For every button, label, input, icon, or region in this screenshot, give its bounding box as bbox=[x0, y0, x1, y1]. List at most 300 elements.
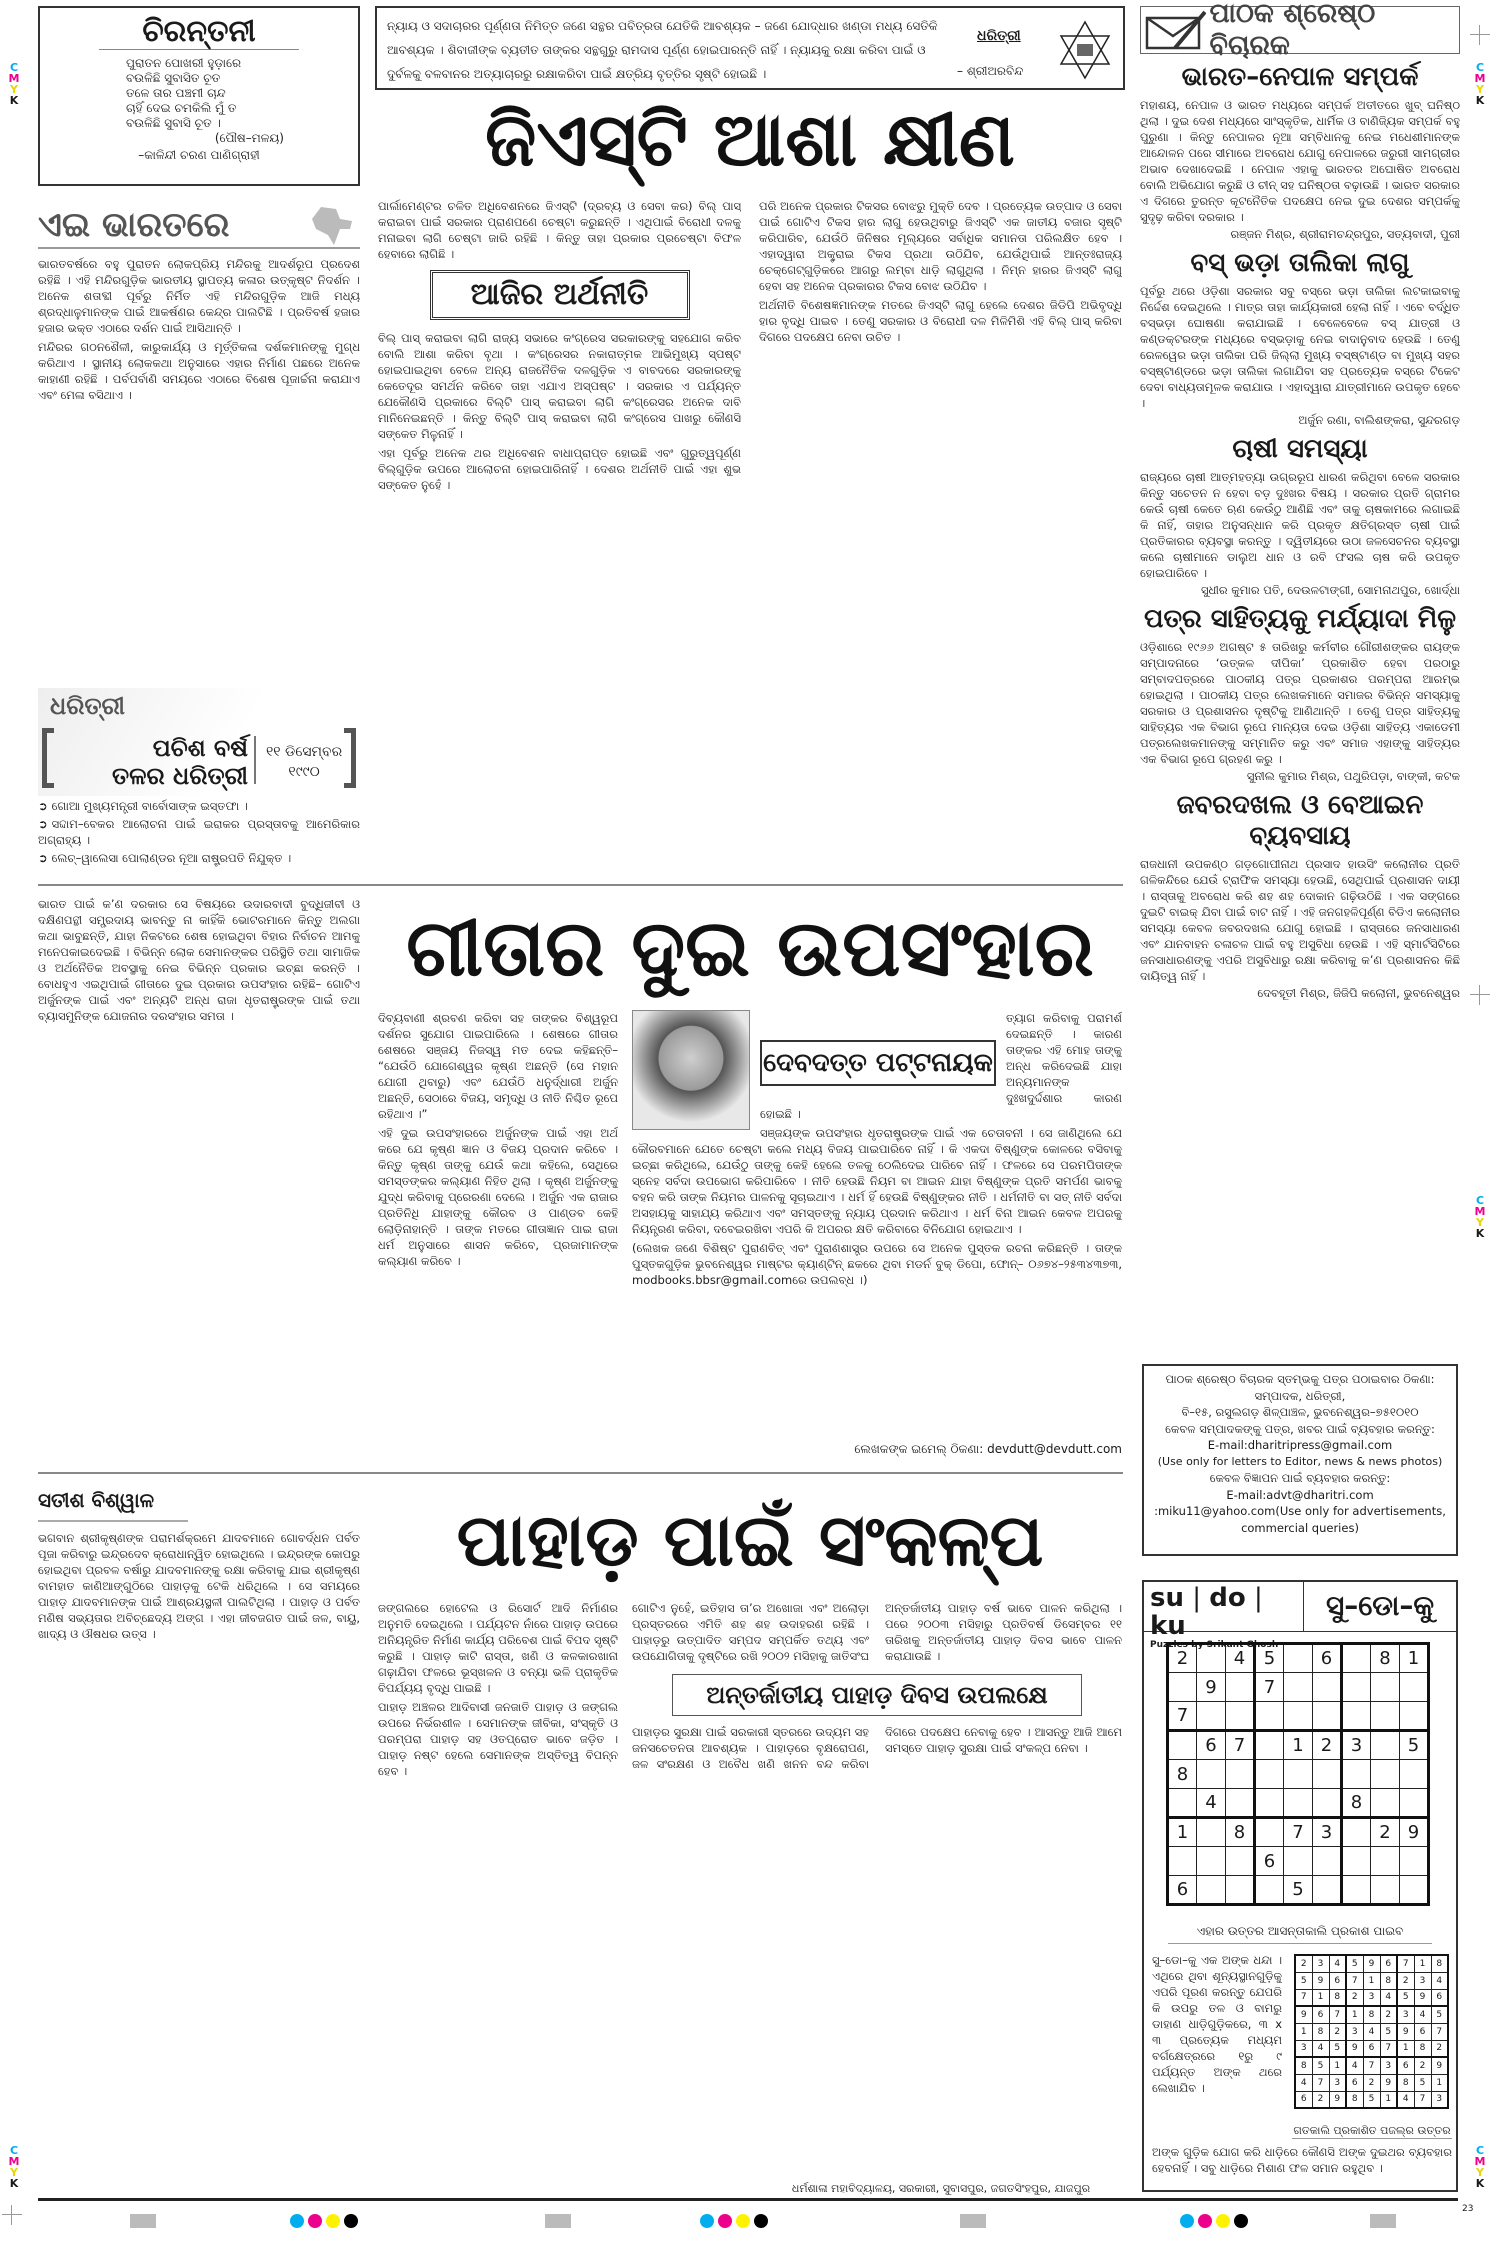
paragraph: ତ୍ୟାଗ କରିବାକୁ ପରାମର୍ଶ ଦେଇଛନ୍ତି । କାରଣ ତାଙ୍କର ଏହି ମୋହ ତାଙ୍କୁ ଅନ୍ଧ କରିଦେଇଛି ଯାହା ଅନ୍ୟମାନଙ୍କ ଦୁଃଖଦୁର୍ଦ୍ଦଶାର କାରଣ ହୋଇଛି । bbox=[760, 1011, 1122, 1121]
letter-body: ପୂର୍ବରୁ ଥରେ ଓଡ଼ିଶା ସରକାର ସବୁ ବସ୍‌ରେ ଭଡ଼ା ତାଲିକା ଲଟକାଇବାକୁ ନିର୍ଦ୍ଦେଶ ଦେଇଥିଲେ । ମାତ୍ର ତାହା କାର୍ଯ୍ୟକାରୀ ହେଲା ନାହିଁ । ଏବେ ବର୍ଦ୍ଧିତ ବସ୍‌ଭଡ଼ା ଘୋଷଣା କରାଯାଇଛି । ବେଳେବେଳେ ବସ୍ ଯାତ୍ରୀ ଓ କଣ୍ଡକ୍ଟରଙ୍କ ମଧ୍ୟରେ ବସ୍‌ଭଡ଼ାକୁ ନେଇ ବାଦାନୁବାଦ ହେଉଛି । ତେଣୁ ରେଳୱେର ଭଡ଼ା ତାଲିକା ପରି ଜିଲ୍ଲା ମୁଖ୍ୟ ବସ୍‌ଷ୍ଟାଣ୍ଡ ବା ମୁଖ୍ୟ ସହର ବସ୍‌ଷ୍ଟାଣ୍ଡରେ ଭଡ଼ା ତାଲିକା ଲଗାଯିବା ସହ ପ୍ରତ୍ୟେକ ବସ୍‌ରେ ଟିକେଟ ଦେବା ବାଧ୍ୟତାମୂଳକ କରାଯାଉ । ଏହାଦ୍ୱାରା ଯାତ୍ରୀମାନେ ଉପକୃତ ହେବେ । bbox=[1140, 284, 1460, 410]
sudoku-cell: 3 bbox=[1431, 2091, 1448, 2108]
sudoku-row bbox=[1168, 1702, 1429, 1731]
geeta-headline: ଗୀତାର ଦୁଇ ଉପସଂହାର bbox=[406, 904, 1094, 994]
sudoku-cell bbox=[1226, 1876, 1255, 1905]
sudoku-cell: 5 bbox=[1284, 1876, 1313, 1905]
paragraph: (ଲେଖକ ଜଣେ ବିଶିଷ୍ଟ ପୁରାଣବିତ୍ ଏବଂ ପୁରାଣଶାସ୍ତ୍ର ଉପରେ ସେ ଅନେକ ପୁସ୍ତକ ରଚନା କରିଛନ୍ତି । ତାଙ୍କ ପୁସ୍ତକଗୁଡ଼ିକ ଭୁବନେଶ୍ୱର ମାଷ୍ଟର କ୍ୟାଣ୍ଟିନ୍ ଛକରେ ଥିବା ମଡର୍ନ ବୁକ୍ ଡିପୋ, ଫୋନ୍– ୦୬୭୪–୨୫୩୪୩୭୩, modbooks.bbsr@gmail.comରେ ଉପଲବ୍ଧ ।) bbox=[632, 1241, 1122, 1287]
quote-box bbox=[375, 6, 1125, 90]
sudoku-cell bbox=[1226, 1760, 1255, 1789]
byline: ସତୀଶ ବିଶ୍ୱାଳ bbox=[38, 1488, 188, 1522]
paragraph: ସଞ୍ଜୟଙ୍କ ଉପସଂହାର ଧୃତରାଷ୍ଟ୍ରଙ୍କ ପାଇଁ ଏକ ଚେତାବନୀ । ସେ ଜାଣିଥିଲେ ଯେ କୌରବମାନେ ଯେତେ ଚେଷ୍ଟା କଲେ ମଧ୍ୟ ବିଜୟ ପାଇପାରିବେ ନାହିଁ । କି ଏକଦା ବିଷ୍ଣୁଙ୍କ କୋଳରେ ବସିବାକୁ ଇଚ୍ଛା କରିଥିଲେ, ଯେଉଁଠୁ ତାଙ୍କୁ କେହି ହେଲେ ତଳକୁ ଠେଲିଦେଇ ପାରିବେ ନାହିଁ । ଫଳରେ ସେ ପରମପିତାଙ୍କ ସ୍ନେହ ସର୍ବଦା ଉପଭୋଗ କରିପାରିବେ । ନୀତି ହେଉଛି ନିୟମ ବା ଆଇନ ଯାହା ବିଷ୍ଣୁଙ୍କ ପ୍ରତି ସମର୍ପଣ ଭାବକୁ ବହନ କରି ତାଙ୍କ ନିୟମର ପାଳନକୁ ସୂଚାଇଥାଏ । ଧର୍ମ ହିଁ ହେଉଛି ବିଷ୍ଣୁଙ୍କର ନୀତି । ଧର୍ମନୀତି ବା ସତ୍ ନୀତି ସର୍ବଦା ଅସହାୟକୁ ସାହାଯ୍ୟ କରିଥାଏ ଏବଂ ସମସ୍ତଙ୍କୁ ନ୍ୟାୟ ପ୍ରଦାନ କରିଥାଏ । ଧର୍ମ ବିନା ଆଇନ କେବଳ ଅପରକୁ ନିୟନ୍ତ୍ରଣ କରିବା, ଦବେଇରଖିବା ଏପରି କି ଅପରର କ୍ଷତି କରିବାରେ ବିନିଯୋଗ ହୋଇଥାଏ । bbox=[632, 1126, 1122, 1236]
sudoku-cell bbox=[1342, 1818, 1371, 1847]
letter-signature: ସୁଧୀର କୁମାର ପତି, ଦେଉଳଟାଙ୍ଗୀ, ସୋମନାଥପୁର, ଖୋର୍ଦ୍ଧା bbox=[1201, 583, 1460, 597]
sudoku-cell: 5 bbox=[1431, 2006, 1448, 2023]
news-bullet bbox=[38, 850, 360, 866]
sudoku-cell bbox=[1255, 1702, 1284, 1731]
bracket-right bbox=[344, 728, 356, 788]
sudoku-cell: 6 bbox=[1197, 1731, 1226, 1760]
dharitri-logo: ଧରିତ୍ରୀ bbox=[50, 692, 125, 720]
title-line: ତଳର ଧରିତ୍ରୀ bbox=[112, 762, 248, 790]
sudoku-cell: 6 bbox=[1313, 1644, 1342, 1673]
sudoku-cell: 5 bbox=[1363, 2091, 1380, 2108]
sudoku-cell: 1 bbox=[1431, 2074, 1448, 2091]
sudoku-cell bbox=[1400, 1702, 1429, 1731]
sudoku-cell bbox=[1168, 1789, 1197, 1818]
chirantani-title: ଚିରନ୍ତନୀ bbox=[99, 14, 299, 50]
sudoku-cell bbox=[1284, 1847, 1313, 1876]
sudoku-cell: 7 bbox=[1312, 2074, 1329, 2091]
letter-title: ଭାରତ–ନେପାଳ ସମ୍ପର୍କ bbox=[1181, 62, 1419, 92]
sudoku-cell: 1 bbox=[1397, 2040, 1414, 2057]
sudoku-cell: 8 bbox=[1346, 2091, 1363, 2108]
sudoku-cell: 4 bbox=[1312, 2040, 1329, 2057]
cmyk-marks: C M Y K bbox=[8, 61, 20, 107]
letter-title: ଜବରଦଖଲ ଓ ବେଆଇନ ବ୍ୟବସାୟ bbox=[1176, 790, 1424, 851]
sudoku-row bbox=[1168, 1876, 1429, 1905]
paragraph: ଏହା ପୂର୍ବରୁ ଅନେକ ଥର ଅଧିବେଶନ ବାଧାପ୍ରାପ୍ତ ହୋଇଛି ଏବଂ ଗୁରୁତ୍ୱପୂର୍ଣ୍ଣ ବିଲ୍‌ଗୁଡ଼ିକ ଉପରେ ଆଲୋଚନା ହୋଇପାରିନାହିଁ । ଦେଶର ଅର୍ଥନୀତି ପାଇଁ ଏହା ଶୁଭ ସଙ୍କେତ ନୁହେଁ । bbox=[378, 446, 741, 492]
sudoku-cell: 2 bbox=[1329, 2023, 1346, 2040]
sudoku-cell: 3 bbox=[1312, 1955, 1329, 1972]
chirantani-box bbox=[38, 6, 360, 186]
sudoku-cell bbox=[1284, 1760, 1313, 1789]
bullet-text: ସଦ୍ଦାମ–ବେକର ଆଲୋଚନା ପାଇଁ ଇରାକର ପ୍ରସ୍ତାବକୁ ଆମେରିକାର ଅଗ୍ରାହ୍ୟ । bbox=[38, 817, 360, 847]
contact-box bbox=[1142, 1364, 1458, 1556]
sudoku-cell: 6 bbox=[1312, 2006, 1329, 2023]
cmyk-marks: C M Y K bbox=[1474, 61, 1486, 107]
sudoku-cell: 2 bbox=[1397, 1972, 1414, 1989]
sudoku-cell bbox=[1400, 1673, 1429, 1702]
aajira-arthaniti-label: ଆଜିର ଅର୍ଥନୀତି bbox=[430, 270, 690, 320]
sudoku-cell: 9 bbox=[1197, 1673, 1226, 1702]
sudoku-cell: 6 bbox=[1380, 1955, 1397, 1972]
sudoku-cell bbox=[1284, 1702, 1313, 1731]
sudoku-cell bbox=[1313, 1876, 1342, 1905]
contact-line: ପାଠକ ଶ୍ରେଷ୍ଠ ବିଚାରକ ସ୍ତମ୍ଭକୁ ପତ୍ର ପଠାଇବାର ଠିକଣା: bbox=[1165, 1372, 1435, 1386]
sudoku-cell: 5 bbox=[1312, 2057, 1329, 2074]
sudoku-cell bbox=[1255, 1760, 1284, 1789]
sudoku-cell: 7 bbox=[1255, 1673, 1284, 1702]
sudoku-cell: 2 bbox=[1346, 1989, 1363, 2006]
sudoku-cell: 4 bbox=[1363, 2023, 1380, 2040]
advt-email-link-2[interactable]: :miku11@yahoo.com(Use only for advertisements, commercial queries) bbox=[1154, 1504, 1446, 1535]
poem-line: ବଉଳିଛି ସୁବାସିତ ଚୂତ bbox=[126, 71, 221, 85]
sudoku-cell bbox=[1197, 1644, 1226, 1673]
letter-signature: ସୁନୀଲ କୁମାର ମିଶ୍ର, ପଥୁରିପଡ଼ା, ବାଙ୍କୀ, କଟକ bbox=[1246, 769, 1460, 783]
sudoku-cell: 1 bbox=[1414, 1955, 1431, 1972]
date-line: ୧୧ ଡିସେମ୍ବର bbox=[266, 744, 343, 760]
paragraph: ପରି ଅନେକ ପ୍ରକାର ଟିକସର ବୋଝରୁ ମୁକ୍ତି ଦେବ । ପ୍ରତ୍ୟେକ ଉତ୍ପାଦ ଓ ସେବା ପାଇଁ ଗୋଟିଏ ଟିକସ ହାର ଲାଗୁ ହେଉଥିବାରୁ ଜିଏସ୍‌ଟି ଏକ ଜାତୀୟ ବଜାର ସୃଷ୍ଟି କରିପାରିବ, ଯେଉଁଠି ଜିନିଷର ମୂଲ୍ୟରେ ସର୍ବାଧିକ ସମାନତା ପରିଲକ୍ଷିତ ହେବ । ଏହାଦ୍ୱାରା ଅକ୍ଟ୍ରାଇ ଟିକସ ପ୍ରଥା ଉଠିଯିବ, ଯେଉଁଥିପାଇଁ ଆନ୍ତଃରାଜ୍ୟ ଚେକ୍‌ଗେଟ୍‌ଗୁଡ଼ିକରେ ଆଗରୁ ଲମ୍ବା ଧାଡ଼ି ଲାଗୁଥିଲା । ନିମ୍ନ ହାରର ଜିଏସ୍‌ଟି ଲାଗୁ ହେବା ସହ ଅନେକ ପ୍ରକାରର ଟିକସ ବୋଝ ଉଠିଯିବ । bbox=[759, 199, 1122, 293]
registration-mark bbox=[1470, 25, 1490, 45]
sudoku-row bbox=[1168, 1818, 1429, 1847]
sudoku-cell: 9 bbox=[1295, 2006, 1312, 2023]
contact-line: କେବଳ ସମ୍ପାଦକଙ୍କୁ ପତ୍ର, ଖବର ପାଇଁ ବ୍ୟବହାର କରନ୍ତୁ: bbox=[1165, 1421, 1435, 1436]
editor-email-link[interactable]: E-mail:dharitripress@gmail.com bbox=[1207, 1438, 1393, 1452]
advt-email-link[interactable]: E-mail:advt@dharitri.com bbox=[1226, 1487, 1374, 1502]
sudoku-cell: 4 bbox=[1397, 2091, 1414, 2108]
sudoku-cell bbox=[1313, 1673, 1342, 1702]
bracket-left bbox=[42, 728, 54, 788]
sudoku-row bbox=[1168, 1789, 1429, 1818]
section-divider bbox=[38, 884, 1123, 886]
sudoku-cell: 9 bbox=[1400, 1818, 1429, 1847]
bullet-icon: ➲ bbox=[38, 799, 48, 813]
sudoku-cell: 9 bbox=[1397, 2023, 1414, 2040]
gray-patch bbox=[545, 2214, 571, 2228]
sudoku-cell: 9 bbox=[1329, 2091, 1346, 2108]
bottom-rule bbox=[38, 2198, 1458, 2201]
sudoku-row bbox=[1295, 2023, 1448, 2040]
letters-header bbox=[1140, 0, 1460, 61]
sudoku-box bbox=[1142, 1580, 1458, 2192]
bullet-text: ଲେଚ୍‌–ୱାଲେସା ପୋଲାଣ୍ଡର ନୂଆ ରାଷ୍ଟ୍ରପତି ନିଯୁକ୍ତ । bbox=[51, 851, 292, 865]
bullet-icon: ➲ bbox=[38, 851, 48, 865]
sudoku-cell bbox=[1168, 1847, 1197, 1876]
cmyk-marks: C M Y K bbox=[1474, 1194, 1486, 1240]
sudoku-row bbox=[1168, 1644, 1429, 1673]
section-divider bbox=[38, 1472, 1123, 1474]
sudoku-cell: 9 bbox=[1431, 2057, 1448, 2074]
letter-signature: ଅର୍ଜୁନ ରଣା, ବାଲିଶଙ୍କରା, ସୁନ୍ଦରଗଡ଼ bbox=[1298, 413, 1460, 427]
sudoku-cell: 2 bbox=[1295, 1955, 1312, 1972]
sudoku-cell bbox=[1255, 1876, 1284, 1905]
sudoku-cell: 5 bbox=[1329, 2040, 1346, 2057]
color-dot bbox=[1234, 2214, 1248, 2228]
sudoku-instructions: ସୁ–ଡୋ–କୁ ଏକ ଅଙ୍କ ଧନ୍ଦା । ଏଥିରେ ଥିବା ଶୂନ୍ୟସ୍ଥାନଗୁଡ଼ିକୁ ଏପରି ପୂରଣ କରନ୍ତୁ ଯେପରି କି ଉପରୁ ତଳ ଓ ବାମରୁ ଡାହାଣ ଧାଡ଼ିଗୁଡ଼ିକରେ, ୩ x ୩ ପ୍ରତ୍ୟେକ ମଧ୍ୟମ ବର୍ଗକ୍ଷେତ୍ରରେ ୧ରୁ ୯ ପର୍ଯ୍ୟନ୍ତ ଅଙ୍କ ଥରେ ଲେଖାଯିବ । bbox=[1152, 1953, 1282, 2095]
sudoku-cell: 3 bbox=[1363, 1989, 1380, 2006]
paragraph: ଗୋଟିଏ ନୁହେଁ, ଇତିହାସ ତା’ର ଅଖୋଜା ଏବଂ ଅଲୋଡ଼ା ପ୍ରସ୍ତରରେ ଏମିତି ଶହ ଶହ ଉଦାହରଣ ରହିଛି । ପାହାଡ଼ରୁ ଉତ୍ପାଦିତ ସମ୍ପଦ ସମ୍ପର୍କିତ ତଥ୍ୟ ଏବଂ ଉପଯୋଗିତାକୁ ଦୃଷ୍ଟିରେ ରଖି ୨୦୦୨ ମସିହାକୁ ଜାତିସଂଘ ଅନ୍ତର୍ଜାତୀୟ ପାହାଡ଼ ବର୍ଷ ଭାବେ ପାଳନ କରିଥିଲା । ପରେ ୨୦୦୩ ମସିହାରୁ ପ୍ରତିବର୍ଷ ଡିସେମ୍ବର ୧୧ ତାରିଖକୁ ଅନ୍ତର୍ଜାତୀୟ ପାହାଡ଼ ଦିବସ ଭାବେ ପାଳନ କରାଯାଉଛି । bbox=[632, 1601, 1122, 1663]
sudoku-row bbox=[1295, 1972, 1448, 1989]
letter-body: ରାଜ୍ୟରେ ଚାଷୀ ଆତ୍ମହତ୍ୟା ଉଗ୍ରରୂପ ଧାରଣ କରିଥିବା ବେଳେ ସରକାର କିନ୍ତୁ ସଚେତନ ନ ହେବା ବଡ଼ ଦୁଃଖର ବିଷୟ । ସରକାର ପ୍ରତି ଗ୍ରାମର କେଉଁ ଚାଷୀ କେତେ ଋଣ କେଉଁଠୁ ଆଣିଛି ଏବଂ ତାକୁ ଚାଷକାମରେ ଲଗାଇଛି କି ନାହିଁ, ତାହାର ଅନୁସନ୍ଧାନ କରି ପ୍ରକୃତ କ୍ଷତିଗ୍ରସ୍ତ ଚାଷୀ ପାଇଁ ପ୍ରତିକାରର ବ୍ୟବସ୍ଥା କରନ୍ତୁ । ଦ୍ୱିତୀୟରେ ଉଠା ଜଳସେଚନର ବ୍ୟବସ୍ଥା କଲେ ଚାଷୀମାନେ ଡାଲୁଅ ଧାନ ଓ ରବି ଫସଲ ଚାଷ କରି ଉପକୃତ ହୋଇପାରିବେ । bbox=[1140, 470, 1460, 580]
sudoku-cell bbox=[1226, 1789, 1255, 1818]
sudoku-cell: 8 bbox=[1226, 1818, 1255, 1847]
sudoku-cell: 8 bbox=[1168, 1760, 1197, 1789]
sudoku-cell bbox=[1197, 1847, 1226, 1876]
geeta-intro bbox=[38, 896, 360, 1462]
sudoku-cell: 2 bbox=[1380, 2006, 1397, 2023]
sudoku-cell: 7 bbox=[1284, 1818, 1313, 1847]
sudoku-cell bbox=[1342, 1847, 1371, 1876]
sudoku-cell: 1 bbox=[1168, 1818, 1197, 1847]
letter-body: ରାଜଧାନୀ ଉପକଣ୍ଠ ଗଡ଼ଗୋପୀନାଥ ପ୍ରସାଦ ହାଉସିଂ କଲୋନୀର ପ୍ରତି ଗଳିକନ୍ଦିରେ ଯେଉଁ ଟ୍ରାଫିକ ସମସ୍ୟା ହେଉଛି, ସେଥିପାଇଁ ପ୍ରଶାସନ ଦାୟୀ । ରାସ୍ତାକୁ ଅବରୋଧ କରି ଶହ ଶହ ଦୋକାନ ଗଢ଼ିଉଠିଛି । ଏକ ସଙ୍ଗରେ ଦୁଇଟି ବାଇକ୍ ଯିବା ପାଇଁ ବାଟ ନାହିଁ । ଏହି ଜନଗହଳିପୂର୍ଣ୍ଣ ବିଡିଏ କଲୋନୀର ସମସ୍ୟା କେବଳ ଜବରଦଖଲ ଯୋଗୁ ହୋଇଛି । ରାସ୍ତାରେ ଜନସାଧାରଣ ଏବଂ ଯାନବାହନ ଚଳାଚଳ ପାଇଁ ବହୁ ଅସୁବିଧା ହେଉଛି । ଏହି ସ୍ମାର୍ଟସିଟିରେ ଜନସାଧାରଣଙ୍କୁ ଏପରି ଅସୁବିଧାରୁ ରକ୍ଷା କରିବାକୁ କ’ଣ ପ୍ରଶାସନର କିଛି ଦାୟିତ୍ୱ ନାହିଁ । bbox=[1140, 857, 1460, 983]
color-dot bbox=[1198, 2214, 1212, 2228]
news-bullet bbox=[38, 816, 360, 848]
sudoku-cell bbox=[1371, 1760, 1400, 1789]
sudoku-cell: 9 bbox=[1380, 2074, 1397, 2091]
sudoku-cell bbox=[1284, 1789, 1313, 1818]
color-dot bbox=[344, 2214, 358, 2228]
sudoku-cell: 1 bbox=[1312, 1989, 1329, 2006]
logo-do: do bbox=[1209, 1583, 1246, 1613]
sudoku-cell: 6 bbox=[1168, 1876, 1197, 1905]
sudoku-cell bbox=[1400, 1876, 1429, 1905]
sudoku-cell: 7 bbox=[1329, 2006, 1346, 2023]
sudoku-cell bbox=[1371, 1847, 1400, 1876]
sudoku-cell bbox=[1255, 1789, 1284, 1818]
color-dot bbox=[718, 2214, 732, 2228]
sudoku-cell bbox=[1400, 1760, 1429, 1789]
sudoku-cell: 8 bbox=[1380, 1972, 1397, 1989]
sudoku-cell: 6 bbox=[1431, 1989, 1448, 2006]
sudoku-cell: 8 bbox=[1295, 2057, 1312, 2074]
sudoku-cell: 4 bbox=[1295, 2074, 1312, 2091]
sudoku-row bbox=[1295, 2057, 1448, 2074]
paragraph: ପାର୍ଲାମେଣ୍ଟର ଚଳିତ ଅଧିବେଶନରେ ଜିଏସ୍‌ଟି (ଦ୍ରବ୍ୟ ଓ ସେବା କର) ବିଲ୍ ପାସ୍ କରାଇବା ପାଇଁ ସରକାର ପ୍ରାଣପଣେ ଚେଷ୍ଟା କରୁଛନ୍ତି । ଏଥିପାଇଁ ବିରୋଧୀ ଦଳକୁ ମନାଇବା ଲାଗି ଚେଷ୍ଟା ଜାରି ରହିଛି । କିନ୍ତୁ ତାହା ପ୍ରକାର ପ୍ରଚେଷ୍ଟା ବିଫଳ ହେବାରେ ଲାଗିଛି । bbox=[378, 199, 741, 261]
letter-body: ଓଡ଼ିଶାରେ ୧୯୬୬ ଅଗଷ୍ଟ ୫ ତାରିଖରୁ କର୍ମବୀର ଗୌରୀଶଙ୍କର ରାୟଙ୍କ ସମ୍ପାଦନାରେ ‘ଉତ୍କଳ ଦୀପିକା’ ପ୍ରକାଶିତ ହେବା ପରଠାରୁ ସମ୍ବାଦପତ୍ରରେ ପାଠକୀୟ ପତ୍ର ପ୍ରକାଶର ପରମ୍ପରା ଆରମ୍ଭ ହୋଇଥିଲା । ପାଠକୀୟ ପତ୍ର ଲେଖକମାନେ ସମାଜର ବିଭିନ୍ନ ସମସ୍ୟାକୁ ସରକାର ଓ ପ୍ରଶାସନର ଦୃଷ୍ଟିକୁ ଆଣିଥାନ୍ତି । ତେଣୁ ପତ୍ର ସାହିତ୍ୟକୁ ସାହିତ୍ୟର ଏକ ବିଭାଗ ରୂପେ ମାନ୍ୟତା ଦେଇ ଓଡ଼ିଶା ସାହିତ୍ୟ ଏକାଡେମୀ ପତ୍ରଲେଖକମାନଙ୍କୁ ସମ୍ମାନିତ କରୁ ଏବଂ ସମାଜ ଏହାଙ୍କୁ ସାହିତ୍ୟର ଏକ ବିଭାଗ ରୂପେ ଗ୍ରହଣ କରୁ । bbox=[1140, 640, 1460, 766]
sudoku-cell: 8 bbox=[1371, 1644, 1400, 1673]
sudoku-row bbox=[1295, 1989, 1448, 2006]
poem-line: ପୁରାତନ ପୋଖରୀ ହୁଡ଼ାରେ bbox=[126, 56, 242, 70]
sudoku-cell: 4 bbox=[1380, 1989, 1397, 2006]
sudoku-cell: 7 bbox=[1295, 1989, 1312, 2006]
sudoku-cell: 7 bbox=[1431, 2023, 1448, 2040]
sudoku-cell bbox=[1342, 1644, 1371, 1673]
sudoku-cell: 6 bbox=[1255, 1847, 1284, 1876]
25-years-title bbox=[98, 734, 248, 790]
sudoku-header bbox=[1144, 1582, 1456, 1650]
gray-patch bbox=[1370, 2214, 1396, 2228]
sudoku-cell: 4 bbox=[1226, 1644, 1255, 1673]
sudoku-solution-grid bbox=[1294, 1954, 1449, 2109]
author-email: devdutt@devdutt.com bbox=[987, 1442, 1122, 1456]
25-years-bullets bbox=[38, 798, 360, 878]
sudoku-cell: 6 bbox=[1414, 2023, 1431, 2040]
sudoku-cell: 1 bbox=[1346, 2006, 1363, 2023]
letters-section-title: ପାଠକ ଶ୍ରେଷ୍ଠ ବିଚାରକ bbox=[1209, 0, 1376, 61]
color-dot bbox=[308, 2214, 322, 2228]
sudoku-byline: Puzzles by Srikant Ghosh bbox=[1150, 1640, 1279, 1650]
sudoku-cell: 5 bbox=[1397, 1989, 1414, 2006]
sudoku-cell: 2 bbox=[1363, 2074, 1380, 2091]
sudoku-cell: 6 bbox=[1397, 2057, 1414, 2074]
sudoku-cell: 7 bbox=[1414, 2091, 1431, 2108]
pahad-article-segment bbox=[632, 1724, 1122, 1772]
ei-bharatare-header bbox=[38, 205, 360, 249]
sudoku-cell bbox=[1371, 1876, 1400, 1905]
sudoku-grid bbox=[1166, 1642, 1430, 1906]
sudoku-cell: 8 bbox=[1312, 2023, 1329, 2040]
sudoku-row bbox=[1168, 1847, 1429, 1876]
sudoku-cell: 8 bbox=[1363, 2006, 1380, 2023]
paragraph: ଭାରତବର୍ଷରେ ବହୁ ପୁରାତନ ଲୋକପ୍ରିୟ ମନ୍ଦିରକୁ ଆଦର୍ଶରୂପ ପ୍ରଦେଶ ରହିଛି । ଏହି ମନ୍ଦିରଗୁଡ଼ିକ ଭାରତୀୟ ସ୍ଥାପତ୍ୟ କଳାର ଉତ୍କୃଷ୍ଟ ନିଦର୍ଶନ । ଅନେକ ଶତାବ୍ଦୀ ପୂର୍ବରୁ ନିର୍ମିତ ଏହି ମନ୍ଦିରଗୁଡ଼ିକ ଆଜି ମଧ୍ୟ ଶ୍ରଦ୍ଧାଳୁମାନଙ୍କ ପାଇଁ ଆକର୍ଷଣର କେନ୍ଦ୍ର ପାଲଟିଛି । ପ୍ରତିବର୍ଷ ହଜାର ହଜାର ଭକ୍ତ ଏଠାରେ ଦର୍ଶନ ପାଇଁ ଆସିଥାନ୍ତି । bbox=[38, 257, 360, 335]
sudoku-cell bbox=[1371, 1731, 1400, 1760]
sudoku-cell: 4 bbox=[1431, 1972, 1448, 1989]
sudoku-cell bbox=[1342, 1702, 1371, 1731]
sudoku-cell: 5 bbox=[1295, 1972, 1312, 1989]
sudoku-cell: 5 bbox=[1255, 1644, 1284, 1673]
sudoku-cell bbox=[1400, 1847, 1429, 1876]
letter-item bbox=[1140, 604, 1460, 784]
contact-note: (Use only for letters to Editor, news & news photos) bbox=[1157, 1454, 1443, 1468]
letter-signature: ଦେବହୂତୀ ମିଶ୍ର, ଜିଜିପି କଲୋନୀ, ଭୁବନେଶ୍ୱର bbox=[1257, 986, 1460, 1000]
sudoku-row bbox=[1295, 1955, 1448, 1972]
letter-item bbox=[1140, 248, 1460, 428]
sudoku-cell: 5 bbox=[1346, 1955, 1363, 1972]
sudoku-cell bbox=[1168, 1673, 1197, 1702]
color-dot bbox=[290, 2214, 304, 2228]
sudoku-cell: 1 bbox=[1295, 2023, 1312, 2040]
sudoku-cell: 2 bbox=[1414, 2057, 1431, 2074]
letter-title: ବସ୍ ଭଡ଼ା ତାଲିକା ଲାଗୁ bbox=[1190, 248, 1410, 278]
quote-author: – ଶ୍ରୀଅରବିନ୍ଦ bbox=[957, 64, 1024, 78]
sudoku-cell: 6 bbox=[1363, 2040, 1380, 2057]
sudoku-cell bbox=[1226, 1673, 1255, 1702]
letters-list bbox=[1140, 58, 1460, 1358]
pahad-article-column bbox=[378, 1600, 618, 2178]
title-line: ପଚିଶ ବର୍ଷ bbox=[152, 734, 248, 762]
page-number: 23 bbox=[1462, 2204, 1474, 2214]
sudoku-cell: 9 bbox=[1312, 1972, 1329, 1989]
sudoku-odia-title: ସୁ–ଡୋ–କୁ bbox=[1325, 1589, 1435, 1622]
sudoku-cell bbox=[1342, 1673, 1371, 1702]
paragraph: ପାହାଡ଼ର ସୁରକ୍ଷା ପାଇଁ ସରକାରୀ ସ୍ତରରେ ଉଦ୍ୟମ ସହ ଜନସଚେତନତା ଆବଶ୍ୟକ । ପାହାଡ଼ରେ ବୃକ୍ଷରୋପଣ, ଜଳ ସଂରକ୍ଷଣ ଓ ଅବୈଧ ଖଣି ଖନନ ବନ୍ଦ କରିବା ଦିଗରେ ପଦକ୍ଷେପ ନେବାକୁ ହେବ । ଆସନ୍ତୁ ଆଜି ଆମେ ସମସ୍ତେ ପାହାଡ଼ ସୁରକ୍ଷା ପାଇଁ ସଂକଳ୍ପ ନେବା । bbox=[632, 1724, 1122, 1771]
sudoku-row bbox=[1295, 2074, 1448, 2091]
sudoku-cell bbox=[1313, 1760, 1342, 1789]
color-dot bbox=[700, 2214, 714, 2228]
sudoku-cell bbox=[1342, 1876, 1371, 1905]
contact-line: କେବଳ ବିଜ୍ଞାପନ ପାଇଁ ବ୍ୟବହାର କରନ୍ତୁ: bbox=[1209, 1471, 1391, 1485]
cmyk-marks: C M Y K bbox=[1474, 2144, 1486, 2190]
geeta-article-column bbox=[378, 1010, 618, 1435]
sudoku-cell bbox=[1371, 1673, 1400, 1702]
date-line: ୧୯୯୦ bbox=[288, 764, 320, 780]
letter-item bbox=[1140, 434, 1460, 598]
sudoku-row bbox=[1295, 2006, 1448, 2023]
quote-text: ନ୍ୟାୟ ଓ ସଦାଚାରର ପୂର୍ଣ୍ଣତା ନିମିତ୍ତ ଜଣେ ସନ୍ଥର ପବିତ୍ରତା ଯେତିକି ଆବଶ୍ୟକ – ଜଣେ ଯୋଦ୍ଧାର ଖଣ୍ଡା ମଧ୍ୟ ସେତିକି ଆବଶ୍ୟକ । ଶିବାଜୀଙ୍କ ବ୍ୟତୀତ ତାଙ୍କର ସନ୍ଥଗୁରୁ ରାମଦାସ ପୂର୍ଣ୍ଣ ହୋଇପାରନ୍ତି ନାହିଁ । ନ୍ୟାୟକୁ ରକ୍ଷା କରିବା ପାଇଁ ଓ ଦୁର୍ବଳକୁ ବଳବାନର ଅତ୍ୟାଚାରରୁ ରକ୍ଷାକରିବା ପାଇଁ କ୍ଷତ୍ରିୟ ବୃତ୍ତିର ସୃଷ୍ଟି ହୋଇଛି । bbox=[387, 19, 938, 81]
sudoku-cell: 8 bbox=[1414, 2040, 1431, 2057]
sudoku-cell: 5 bbox=[1400, 1731, 1429, 1760]
paragraph: ମନ୍ଦିରର ଗଠନଶୈଳୀ, କାରୁକାର୍ଯ୍ୟ ଓ ମୂର୍ତ୍ତିକଳା ଦର୍ଶକମାନଙ୍କୁ ମୁଗ୍ଧ କରିଥାଏ । ସ୍ଥାନୀୟ ଲୋକକଥା ଅନୁସାରେ ଏହାର ନିର୍ମାଣ ପଛରେ ଅନେକ କାହାଣୀ ରହିଛି । ପର୍ବପର୍ବାଣି ସମୟରେ ଏଠାରେ ବିଶେଷ ପୂଜାର୍ଚ୍ଚନା କରାଯାଏ ଏବଂ ମେଳା ବସିଥାଏ । bbox=[38, 340, 360, 402]
paragraph: ଭଗବାନ ଶ୍ରୀକୃଷ୍ଣଙ୍କ ପରାମର୍ଶକ୍ରମେ ଯାଦବମାନେ ଗୋବର୍ଦ୍ଧନ ପର୍ବତ ପୂଜା କରିବାରୁ ଇନ୍ଦ୍ରଦେବ କ୍ରୋଧାନ୍ୱିତ ହୋଇଥିଲେ । ଇନ୍ଦ୍ରଙ୍କ କୋପରୁ ହୋଇଥିବା ପ୍ରବଳ ବର୍ଷାରୁ ଯାଦବମାନଙ୍କୁ ରକ୍ଷା କରିବାକୁ ଯାଇ ଶ୍ରୀକୃଷ୍ଣ ବାମହାତ କାଣିଆଙ୍ଗୁଠିରେ ପାହାଡ଼କୁ ଟେକି ଧରିଥିଲେ । ସେ ସମୟରେ ପାହାଡ଼ ଯାଦବମାନଙ୍କ ପାଇଁ ଆଶ୍ରୟସ୍ଥଳୀ ପାଲଟିଥିଲା । ପାହାଡ଼ ଓ ପର୍ବତ ମଣିଷ ସଭ୍ୟତାର ଅବିଚ୍ଛେଦ୍ୟ ଅଙ୍ଗ । ଏହା ଜୀବଜଗତ ପାଇଁ ଜଳ, ବାୟୁ, ଖାଦ୍ୟ ଓ ଔଷଧର ଉତ୍ସ । bbox=[38, 1531, 360, 1641]
letter-title: ପତ୍ର ସାହିତ୍ୟକୁ ମର୍ଯ୍ୟାଦା ମିଳୁ bbox=[1144, 604, 1456, 634]
divider bbox=[254, 736, 256, 784]
registration-mark bbox=[2, 2205, 22, 2225]
paragraph: ବିଲ୍ ପାସ୍ କରାଇବା ଲାଗି ରାଜ୍ୟ ସଭାରେ କଂଗ୍ରେସ ସରକାରଙ୍କୁ ସହଯୋଗ କରିବ ବୋଲି ଆଶା କରିବା ବୃଥା । କଂଗ୍ରେସର ନକାରାତ୍ମକ ଆଭିମୁଖ୍ୟ ସ୍ପଷ୍ଟ ହୋଇପାଇଥିବା ବେଳେ ଅନ୍ୟ ରାଜନୈତିକ ଦଳଗୁଡ଼ିକ ଏ ବାବଦରେ ସରକାରଙ୍କୁ କେତେଦୂର ସମର୍ଥନ କରିବେ ତାହା ଏଯାଏ ଅସ୍ପଷ୍ଟ । ସରକାର ଏ ପର୍ଯ୍ୟନ୍ତ ଯେକୌଣସି ପ୍ରକାରେ ବିଲ୍‌ଟି ପାସ୍ କରାଇବା ଲାଗି କଂଗ୍ରେସର ଅନେକ ଦାବି ମାନିନେଇଛନ୍ତି । କିନ୍ତୁ ବିଲ୍‌ଟି ପାସ୍ କରାଇବା ଲାଗି କଂଗ୍ରେସ ପାଖରୁ କୌଣସି ସଙ୍କେତ ମିଳୁନାହିଁ । bbox=[378, 331, 741, 441]
sudoku-cell: 6 bbox=[1295, 2091, 1312, 2108]
sudoku-cell: 3 bbox=[1313, 1818, 1342, 1847]
sudoku-cell: 1 bbox=[1400, 1644, 1429, 1673]
letter-title: ଚାଷୀ ସମସ୍ୟା bbox=[1232, 434, 1368, 464]
sudoku-cell bbox=[1284, 1644, 1313, 1673]
sudoku-cell bbox=[1197, 1760, 1226, 1789]
sudoku-cell: 6 bbox=[1329, 1972, 1346, 1989]
author-email-line bbox=[760, 1442, 1122, 1457]
poem-author: –କାଳିନ୍ଦୀ ଚରଣ ପାଣିଗ୍ରାହୀ bbox=[138, 148, 260, 162]
sudoku-cell: 7 bbox=[1168, 1702, 1197, 1731]
sudoku-cell: 7 bbox=[1380, 2040, 1397, 2057]
sudoku-cell bbox=[1400, 1789, 1429, 1818]
poem bbox=[54, 56, 344, 131]
color-dot bbox=[736, 2214, 750, 2228]
sudoku-cell: 4 bbox=[1414, 2006, 1431, 2023]
color-dot bbox=[1180, 2214, 1194, 2228]
bullet-icon: ➲ bbox=[38, 817, 48, 831]
gst-headline: ଜିଏସ୍‌ଟି ଆଶା କ୍ଷୀଣ bbox=[485, 97, 1015, 183]
sudoku-cell: 9 bbox=[1346, 2040, 1363, 2057]
author-address: ଧର୍ମଶାଳା ମହାବିଦ୍ୟାଳୟ, ସରକାରୀ, ସୁବାସପୁର, ଜଗତସିଂହପୁର, ଯାଜପୁର bbox=[791, 2182, 1091, 2195]
paragraph: ଅର୍ଥନୀତି ବିଶେଷଜ୍ଞମାନଙ୍କ ମତରେ ଜିଏସ୍‌ଟି ଲାଗୁ ହେଲେ ଦେଶର ଜିଡିପି ଅଭିବୃଦ୍ଧି ହାର ବୃଦ୍ଧି ପାଇବ । ତେଣୁ ସରକାର ଓ ବିରୋଧୀ ଦଳ ମିଳିମିଶି ଏହି ବିଲ୍ ପାସ୍ କରିବା ଦିଗରେ ପଦକ୍ଷେପ ନେବା ଉଚିତ । bbox=[759, 298, 1122, 344]
sudoku-cell bbox=[1255, 1731, 1284, 1760]
pahad-subhead-box: ଅନ୍ତର୍ଜାତୀୟ ପାହାଡ଼ ଦିବସ ଉପଲକ୍ଷେ bbox=[672, 1674, 1082, 1716]
gst-article-column bbox=[378, 198, 741, 866]
ei-bharatare-body bbox=[38, 256, 360, 682]
contact-line: ବି–୧୫, ରସୁଲଗଡ଼ ଶିଳ୍ପାଞ୍ଚଳ, ଭୁବନେଶ୍ୱର–୭୫୧୦୧୦ bbox=[1181, 1405, 1419, 1419]
sudoku-cell: 1 bbox=[1380, 2091, 1397, 2108]
dharitri-25-years-box bbox=[38, 688, 360, 796]
pahad-headline: ପାହାଡ଼ ପାଇଁ ସଂକଳ୍ପ bbox=[456, 1498, 1044, 1582]
poem-line: ବଉଳିଛି ସୁବାସି ଚୂତ । bbox=[126, 116, 221, 130]
letter-signature: ରଞ୍ଜନ ମିଶ୍ର, ଶ୍ରୀରାମଚନ୍ଦ୍ରପୁର, ସତ୍ୟବାଦୀ, ପୁରୀ bbox=[1230, 227, 1460, 241]
sudoku-cell bbox=[1284, 1673, 1313, 1702]
gray-patch bbox=[130, 2214, 156, 2228]
sudoku-cell: 8 bbox=[1329, 1989, 1346, 2006]
sudoku-cell: 2 bbox=[1313, 1731, 1342, 1760]
sudoku-cell: 7 bbox=[1397, 1955, 1414, 1972]
logo-ku: ku bbox=[1150, 1611, 1186, 1641]
cmyk-marks: C M Y K bbox=[8, 2144, 20, 2190]
sudoku-cell: 2 bbox=[1431, 2040, 1448, 2057]
sudoku-instructions-2: ଅଙ୍କ ଗୁଡ଼ିକ ଯୋଗ କରି ଧାଡ଼ିରେ କୌଣସି ଅଙ୍କ ଦୁଇଥର ବ୍ୟବହାର ହେବନାହିଁ । ସବୁ ଧାଡ଼ିରେ ମିଶାଣ ଫଳ ସମାନ ରହୁଥିବ । bbox=[1152, 2145, 1452, 2175]
sudoku-cell: 3 bbox=[1329, 2074, 1346, 2091]
color-dot bbox=[326, 2214, 340, 2228]
bullet-text: ଗୋଆ ମୁଖ୍ୟମନ୍ତ୍ରୀ ବାର୍ବୋସାଙ୍କ ଇସ୍ତଫା । bbox=[51, 799, 248, 813]
logo-su: su bbox=[1150, 1583, 1184, 1613]
star-emblem-icon bbox=[1057, 20, 1113, 80]
poem-source: (ପୌଷ–ମଳୟ) bbox=[214, 131, 284, 145]
pahad-article-segment bbox=[632, 1600, 1122, 1666]
sudoku-cell: 1 bbox=[1284, 1731, 1313, 1760]
news-bullet bbox=[38, 798, 360, 814]
india-map-icon bbox=[306, 205, 356, 249]
sudoku-cell: 7 bbox=[1363, 2057, 1380, 2074]
letter-item bbox=[1140, 790, 1460, 1001]
pahad-intro bbox=[38, 1530, 360, 2190]
gst-article-column bbox=[759, 198, 1122, 866]
contact-line: ସମ୍ପାଦକ, ଧରିତ୍ରୀ, bbox=[1254, 1388, 1346, 1403]
letter-body: ମହାଶୟ, ନେପାଳ ଓ ଭାରତ ମଧ୍ୟରେ ସମ୍ପର୍କ ଅତୀତରେ ଖୁବ୍ ଘନିଷ୍ଠ ଥିଲା । ଦୁଇ ଦେଶ ମଧ୍ୟରେ ସାଂସ୍କୃତିକ, ଧାର୍ମିକ ଓ ବାଣିଜ୍ୟିକ ସମ୍ପର୍କ ବହୁ ପୁରୁଣା । କିନ୍ତୁ ନେପାଳର ନୂଆ ସମ୍ବିଧାନକୁ ନେଇ ମଧେଶୀମାନଙ୍କ ଆନ୍ଦୋଳନ ପରେ ସୀମାରେ ଅବରୋଧ ଯୋଗୁ ନେପାଳରେ ଜରୁରୀ ସାମଗ୍ରୀର ଅଭାବ ଦେଖାଦେଇଛି । ନେପାଳ ଏହାକୁ ଭାରତର ଅଘୋଷିତ ଅବରୋଧ ବୋଲି ଅଭିଯୋଗ କରୁଛି ଓ ଚୀନ୍ ସହ ଘନିଷ୍ଠତା ବଢ଼ାଉଛି । ଭାରତ ସରକାର ଏ ଦିଗରେ ତୁରନ୍ତ କୂଟନୈତିକ ପଦକ୍ଷେପ ନେଇ ଦୁଇ ଦେଶର ସମ୍ପର୍କକୁ ସୁଦୃଢ଼ କରିବା ଦରକାର । bbox=[1140, 98, 1460, 224]
sudoku-cell: 1 bbox=[1363, 1972, 1380, 1989]
paragraph: ଦିବ୍ୟବାଣୀ ଶ୍ରବଣ କରିବା ସହ ତାଙ୍କର ବିଶ୍ୱରୂପ ଦର୍ଶନର ସୁଯୋଗ ପାଇପାରିଲେ । ଶେଷରେ ଗୀତାର ଶେଷରେ ସଞ୍ଜୟ ନିଜସ୍ୱ ମତ ଦେଇ କହିଛନ୍ତି– “ଯେଉଁଠି ଯୋଗେଶ୍ୱର କୃଷ୍ଣ ଅଛନ୍ତି (ସେ ମହାନ ଯୋଗୀ ଥିବାରୁ) ଏବଂ ଯେଉଁଠି ଧନୁର୍ଦ୍ଧାରୀ ଅର୍ଜୁନ ଅଛନ୍ତି, ସେଠାରେ ବିଜୟ, ସମୃଦ୍ଧି ଓ ନୀତି ନିଶ୍ଚିତ ରୂପେ ରହିଥାଏ ।” bbox=[378, 1011, 618, 1121]
sudoku-cell: 5 bbox=[1414, 2074, 1431, 2091]
solution-caption: ଗତକାଲି ପ୍ରକାଶିତ ପଜଲ୍‌ର ଉତ୍ତର bbox=[1293, 2124, 1451, 2137]
answer-note: ଏହାର ଉତ୍ତର ଆସନ୍ତାକାଲି ପ୍ରକାଶ ପାଇବ bbox=[1168, 1924, 1432, 1944]
sudoku-row bbox=[1168, 1760, 1429, 1789]
envelope-pen-icon bbox=[1145, 10, 1206, 50]
sudoku-row bbox=[1168, 1731, 1429, 1760]
sudoku-cell: 2 bbox=[1371, 1818, 1400, 1847]
geeta-article-column bbox=[632, 1010, 1122, 1435]
sudoku-cell: 9 bbox=[1363, 1955, 1380, 1972]
registration-mark bbox=[1470, 985, 1490, 1005]
sudoku-cell: 4 bbox=[1346, 2057, 1363, 2074]
sudoku-row bbox=[1295, 2091, 1448, 2108]
25-years-date bbox=[266, 742, 342, 782]
paragraph: ଜଙ୍ଗଲରେ ହୋଟେଲ ଓ ରିସୋର୍ଟ ଆଦି ନିର୍ମାଣର ଅନୁମତି ଦେଇଥିଲେ । ପର୍ଯ୍ୟଟନ ନାଁରେ ପାହାଡ଼ ଉପରେ ଅନିୟନ୍ତ୍ରିତ ନିର୍ମାଣ କାର୍ଯ୍ୟ ପରିବେଶ ପାଇଁ ବିପଦ ସୃଷ୍ଟି କରୁଛି । ପାହାଡ଼ କାଟି ରାସ୍ତା, ଖଣି ଓ କଳକାରଖାନା ଗଢ଼ାଯିବା ଫଳରେ ଭୂସ୍ଖଳନ ଓ ବନ୍ୟା ଭଳି ପ୍ରାକୃତିକ ବିପର୍ଯ୍ୟୟ ବୃଦ୍ଧି ପାଇଛି । bbox=[378, 1601, 618, 1695]
sudoku-cell: 2 bbox=[1168, 1644, 1197, 1673]
sudoku-cell: 3 bbox=[1295, 2040, 1312, 2057]
sudoku-row bbox=[1295, 2040, 1448, 2057]
author-photo bbox=[632, 1010, 750, 1130]
sudoku-cell bbox=[1313, 1789, 1342, 1818]
sudoku-cell: 5 bbox=[1380, 2023, 1397, 2040]
sudoku-cell: 8 bbox=[1342, 1789, 1371, 1818]
sudoku-cell bbox=[1226, 1702, 1255, 1731]
pahad-article-columns bbox=[632, 1600, 1122, 2178]
sudoku-cell: 6 bbox=[1346, 2074, 1363, 2091]
sudoku-cell: 3 bbox=[1346, 2023, 1363, 2040]
paragraph: ପାହାଡ଼ ଅଞ୍ଚଳର ଆଦିବାସୀ ଜନଜାତି ପାହାଡ଼ ଓ ଜଙ୍ଗଲ ଉପରେ ନିର୍ଭରଶୀଳ । ସେମାନଙ୍କ ଜୀବିକା, ସଂସ୍କୃତି ଓ ପରମ୍ପରା ପାହାଡ଼ ସହ ଓତପ୍ରୋତ ଭାବେ ଜଡ଼ିତ । ପାହାଡ଼ ନଷ୍ଟ ହେଲେ ସେମାନଙ୍କ ଅସ୍ତିତ୍ୱ ବିପନ୍ନ ହେବ । bbox=[378, 1700, 618, 1778]
sudoku-cell bbox=[1197, 1818, 1226, 1847]
sudoku-cell: 3 bbox=[1342, 1731, 1371, 1760]
